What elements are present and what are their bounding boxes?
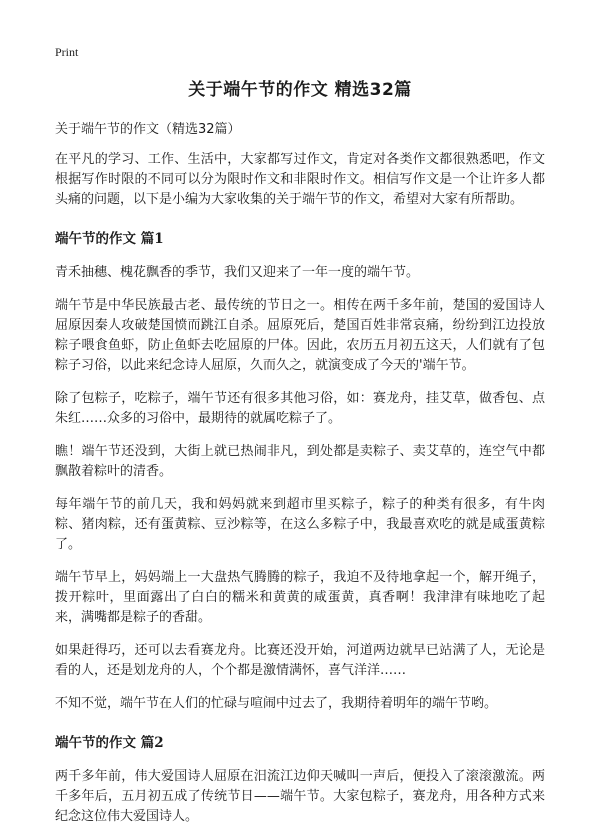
paragraph: 除了包粽子，吃粽子，端午节还有很多其他习俗，如：赛龙舟，挂艾草，做香包、点朱红……众多的习俗中，最期待的就属吃粽子了。 bbox=[55, 391, 545, 426]
paragraph: 如果赶得巧，还可以去看赛龙舟。比赛还没开始，河道两边就早已站满了人，无论是看的人，还是划龙舟的人，个个都是激情满怀，喜气洋洋…… bbox=[55, 643, 545, 678]
paragraph: 端午节是中华民族最古老、最传统的节日之一。相传在两千多年前，楚国的爱国诗人屈原因秦人攻破楚国愤而跳江自杀。屈原死后，楚国百姓非常哀痛，纷纷到江边投放粽子喂食鱼虾，防止鱼虾去吃屈原的尸体。因此，农历五月初五这天，人们就有了包粽子习俗，以此来纪念诗人屈原，久而久之，就演变成了今天的'端午节。 bbox=[55, 298, 545, 373]
paragraph: 不知不觉，端午节在人们的忙碌与喧闹中过去了，我期待着明年的端午节哟。 bbox=[55, 696, 498, 711]
page-title: 关于端午节的作文 精选32篇 bbox=[188, 80, 412, 100]
section-heading: 端午节的作文 篇1 bbox=[55, 231, 164, 247]
section-heading: 端午节的作文 篇2 bbox=[55, 735, 164, 751]
paragraph: 青禾抽穗、槐花飘香的季节，我们又迎来了一年一度的端午节。 bbox=[55, 265, 420, 280]
paragraph: 两千多年前，伟大爱国诗人屈原在汨流江边仰天喊叫一声后，便投入了滚滚激流。两千多年后，五月初五成了传统节日——端午节。大家包粽子，赛龙舟，用各种方式来纪念这位伟大爱国诗人。 bbox=[55, 769, 545, 824]
paragraph: 瞧！端午节还没到，大街上就已热闹非凡，到处都是卖粽子、卖艾草的，连空气中都飘散着粽叶的清香。 bbox=[55, 444, 545, 479]
paragraph: 每年端午节的前几天，我和妈妈就来到超市里买粽子，粽子的种类有很多，有牛肉粽、猪肉粽，还有蛋黄粽、豆沙粽等，在这么多粽子中，我最喜欢吃的就是咸蛋黄粽了。 bbox=[55, 497, 545, 552]
intro-paragraph: 在平凡的学习、工作、生活中，大家都写过作文，肯定对各类作文都很熟悉吧，作文根据写作时限的不同可以分为限时作文和非限时作文。相信写作文是一个让许多人都头痛的问题，以下是小编为大家收集的关于端午节的作文，希望对大家有所帮助。 bbox=[55, 152, 545, 207]
paragraph: 端午节早上，妈妈端上一大盘热气腾腾的粽子，我迫不及待地拿起一个，解开绳子，拨开粽叶，里面露出了白白的糯米和黄黄的咸蛋黄，真香啊！我津津有味地吃了起来，满嘴都是粽子的香甜。 bbox=[55, 570, 545, 625]
print-link[interactable]: Print bbox=[55, 45, 79, 59]
article-subtitle: 关于端午节的作文（精选32篇） bbox=[55, 122, 241, 137]
article bbox=[55, 78, 545, 840]
